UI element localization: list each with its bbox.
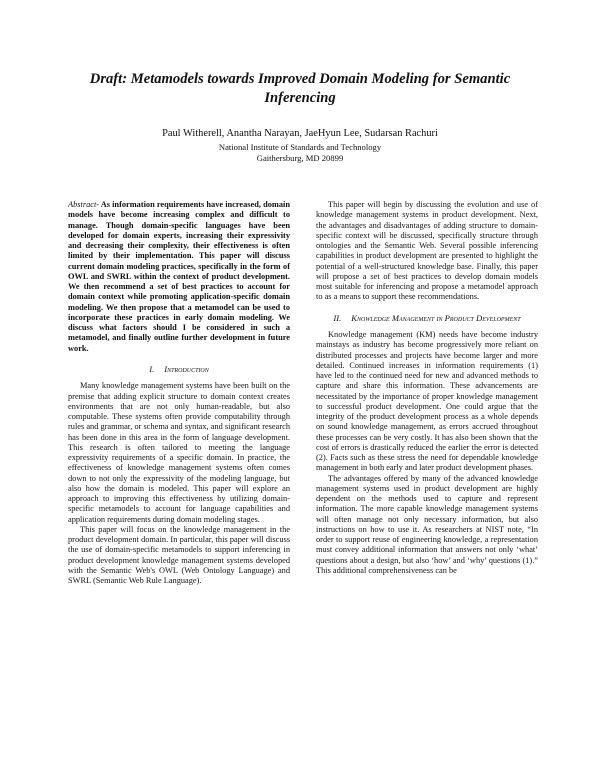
abstract-label: Abstract- <box>68 200 100 209</box>
section-title: Knowledge Management in Product Development <box>351 312 521 323</box>
paragraph: The advantages offered by many of the advanced knowledge management systems used in product development are highly dependent on the methods used to capture and represent information. The more capable knowledge management systems will often manage not only necessary information, but also instructions on how to use it. As researchers at NIST note, “In order to support reuse of engineering knowledge, a representation must convey additional information that answers not only ‘what’ questions about a design, but also ‘how’ and ‘why’ questions (1).” This additional comprehensiveness can be <box>316 473 538 575</box>
section-heading-knowledge-management <box>316 313 538 324</box>
affiliation-location: Gaithersburg, MD 20899 <box>256 153 344 163</box>
right-column <box>316 200 538 576</box>
paper-title: Draft: Metamodels towards Improved Domain Modeling for Semantic Inferencing <box>89 71 511 106</box>
affiliation <box>60 142 540 164</box>
author-list: Paul Witherell, Anantha Narayan, JaeHyun Lee, Sudarsan Rachuri <box>162 128 438 139</box>
section-heading-introduction <box>68 364 290 375</box>
paragraph: This paper will focus on the knowledge management in the product development domain. In particular, this paper will discuss the use of domain-specific metamodels to support inferencing in product development knowledge management systems developed with the Semantic Web's OWL (Web Ontology Language) and SWRL (Semantic Web Rule Language). <box>68 524 290 585</box>
paragraph: Many knowledge management systems have been built on the premise that adding explicit structure to domain context creates environments that are not only human-readable, but also computable. These systems often provide computability through rules and grammar, or schema and syntax, and significant research has been done in this area in the form of language development. This research is often tailored to meeting the language expressivity requirements of a specific domain. In practice, the effectiveness of knowledge management systems often comes down to not only the expressivity of the modeling language, but also how the domain is modeled. This paper will explore an approach to improving this effectiveness by utilizing domain-specific metamodels to account for language capabilities and application requirements during domain modeling stages. <box>68 381 290 524</box>
left-column <box>68 200 290 586</box>
paragraph: This paper will begin by discussing the evolution and use of knowledge management systems in product development. Next, the advantages and disadvantages of adding structure to domain-specific context will be discussed, specifically structure through ontologies and the Semantic Web. Several possible inferencing capabilities in product development are presented to highlight the potential of a well-structured knowledge base. Finally, this paper will propose a set of best practices to develop domain models most suitable for inferencing and propose a metamodel approach to as a means to support these recommendations. <box>316 200 538 302</box>
section-title: Introduction <box>164 363 209 374</box>
section-number: I. <box>149 363 155 374</box>
abstract-text: As information requirements have increased, domain models have become increasing complex and difficult to manage. Though domain-specific languages have been developed for domain experts, increasing their expressivity and decreasing their complexity, their effectiveness is often limited by their implementation. This paper will discuss current domain modeling practices, specifically in the form of OWL and SWRL within the context of product development. We then recommend a set of best practices to account for domain context while promoting application-specific domain modeling. We then propose that a metamodel can be used to incorporate these practices in early domain modeling. We discuss what factors should I be considered in such a metamodel, and finally outline further development in future work. <box>68 200 290 353</box>
abstract <box>68 200 290 354</box>
paragraph: Knowledge management (KM) needs have become industry mainstays as industry has become progressively more reliant on distributed processes and projects have become larger and more detailed. Continued increases in information requirements (1) have led to the continued need for new and advanced methods to capture and share this information. These advancements are necessitated by the importance of proper knowledge management to successful product development. One could argue that the integrity of the product development process as a whole depends on sound knowledge management, as errors accrued throughout these processes can be very costly. It has also been shown that the cost of errors is drastically reduced the earlier the error is detected (2). Facts such as these stress the need for dependable knowledge management in both early and later product development phases. <box>316 330 538 473</box>
section-number: II. <box>333 312 342 323</box>
affiliation-institution: National Institute of Standards and Technology <box>218 142 382 152</box>
